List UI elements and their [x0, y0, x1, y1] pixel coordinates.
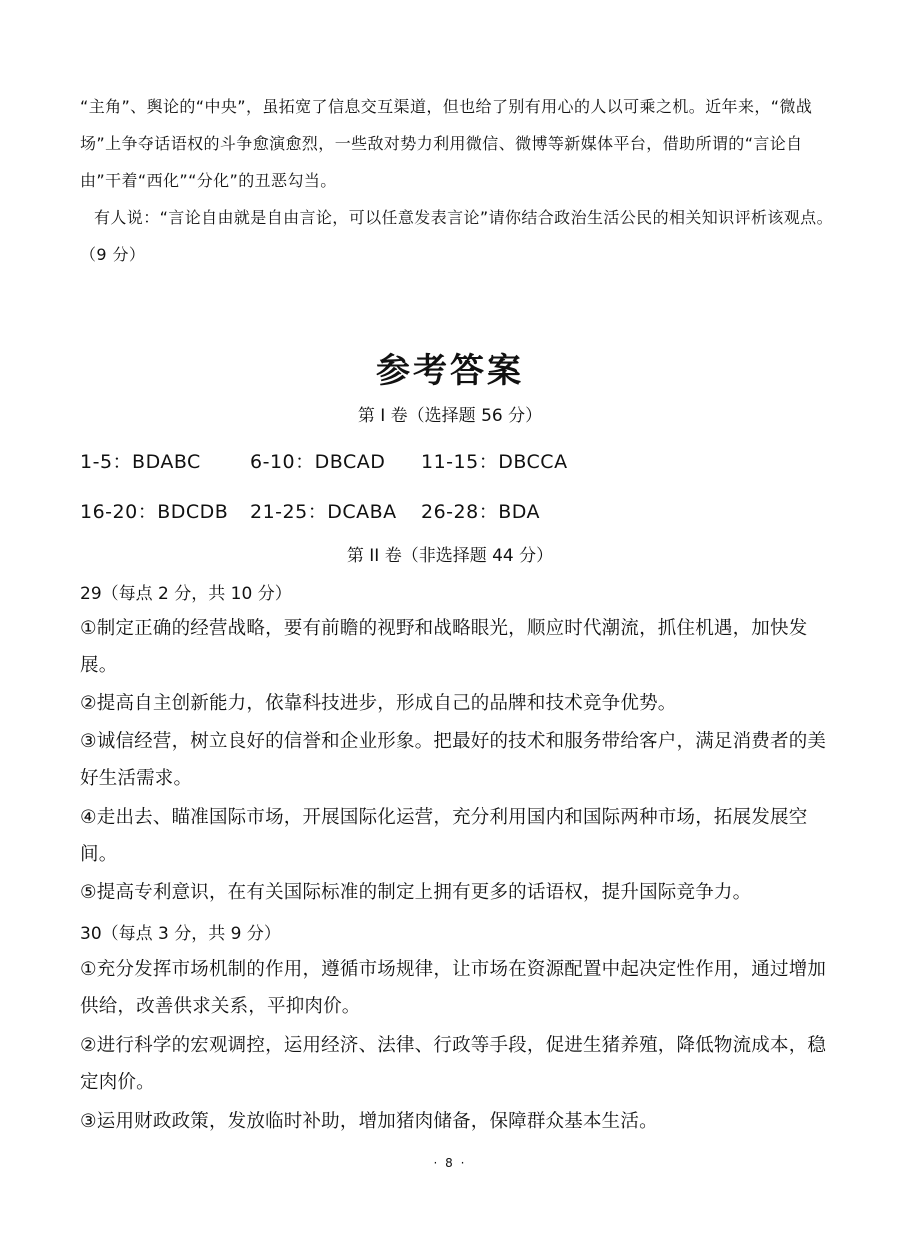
mc-answer-group: 1-5：BDABC — [80, 451, 201, 473]
q29-point-2: ②提高自主创新能力，依靠科技进步，形成自己的品牌和技术竞争优势。 — [80, 693, 677, 714]
q30-point-1: ①充分发挥市场机制的作用，遵循市场规律，让市场在资源配置中起决定性作用，通过增加供给，改善供求关系，平抑肉价。 — [80, 959, 827, 1017]
mc-answer-group: 11-15：DBCCA — [421, 451, 568, 473]
mc-answer-group: 16-20：BDCDB — [80, 501, 229, 523]
q29-point-5: ⑤提高专利意识，在有关国际标准的制定上拥有更多的话语权，提升国际竞争力。 — [80, 882, 752, 903]
q30-point-3: ③运用财政政策，发放临时补助，增加猪肉储备，保障群众基本生活。 — [80, 1111, 658, 1132]
part1-heading: 第 I 卷（选择题 56 分） — [357, 406, 543, 426]
question-prompt: 有人说：“言论自由就是自由言论，可以任意发表言论”请你结合政治生活公民的相关知识评析该观点。（9 分） — [80, 208, 833, 264]
part2-heading: 第 II 卷（非选择题 44 分） — [346, 546, 554, 566]
mc-answer-group: 6-10：DBCAD — [250, 451, 386, 473]
q29-point-3: ③诚信经营，树立良好的信誉和企业形象。把最好的技术和服务带给客户，满足消费者的美好生活需求。 — [80, 731, 827, 789]
mc-answer-group: 26-28：BDA — [421, 501, 541, 523]
page-title: 参考答案 — [376, 351, 524, 391]
question-paragraph: “主角”、舆论的“中央”，虽拓宽了信息交互渠道，但也给了别有用心的人以可乘之机。近年来，“微战场”上争夺话语权的斗争愈演愈烈，一些敌对势力利用微信、微博等新媒体平台，借助所谓的“言论自由”干着“西化”“分化”的丑恶勾当。 — [80, 97, 813, 190]
mc-answer-group: 21-25：DCABA — [250, 501, 397, 523]
page-number: · 8 · — [433, 1156, 467, 1170]
q29-point-4: ④走出去、瞄准国际市场，开展国际化运营，充分利用国内和国际两种市场，拓展发展空间。 — [80, 807, 808, 865]
q29-heading: 29（每点 2 分，共 10 分） — [80, 584, 292, 604]
q30-heading: 30（每点 3 分，共 9 分） — [80, 924, 281, 944]
q30-point-2: ②进行科学的宏观调控，运用经济、法律、行政等手段，促进生猪养殖，降低物流成本，稳定肉价。 — [80, 1035, 827, 1093]
q29-point-1: ①制定正确的经营战略，要有前瞻的视野和战略眼光，顺应时代潮流，抓住机遇，加快发展。 — [80, 618, 808, 676]
